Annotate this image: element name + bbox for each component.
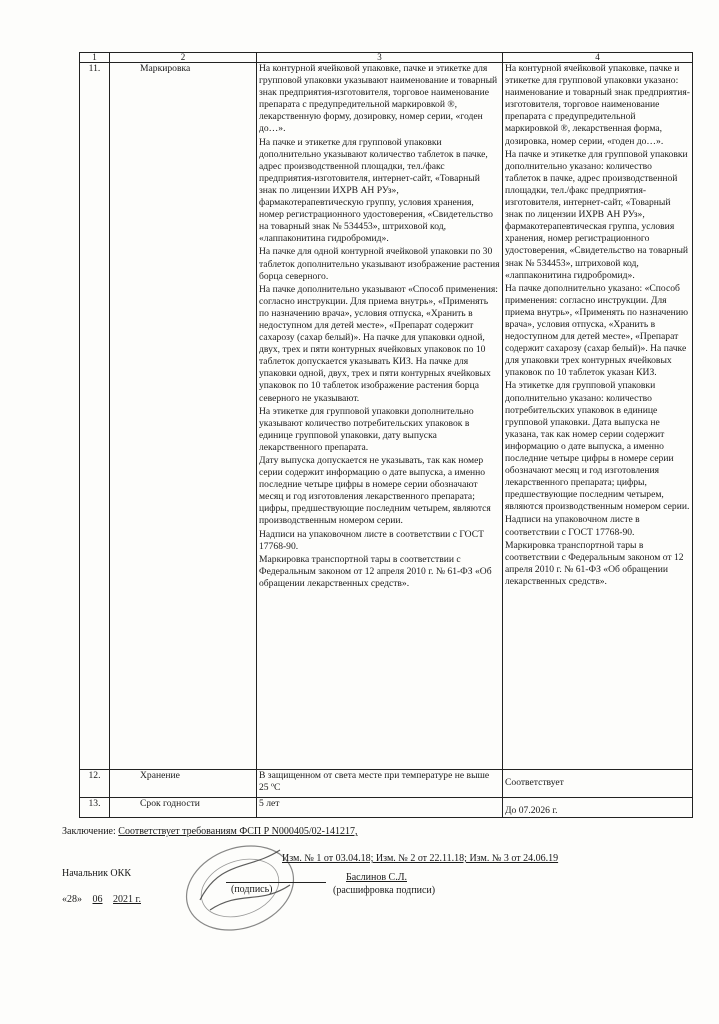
header-col-2: 2 [110, 53, 257, 63]
conclusion-text: Соответствует требованиям ФСП Р N000405/02-141217, [118, 826, 358, 837]
spec-paragraph: Маркировка транспортной тары в соответствии с Федеральным законом от 12 апреля 2010 г. № 61-ФЗ «Об обращении лекарственных средств». [259, 553, 492, 589]
spec-paragraph: На пачке дополнительно указывают «Способ применения: согласно инструкции. Для приема внутрь», «Применять по назначению врача», условия отпуска, «Хранить в недоступном для детей месте», «Препарат содержит сахарозу (сахар белый)». На пачке для упаковки одной, двух, трех и пяти контурных ячейковых упаковок по 10 таблеток допускается указывать КИЗ. На пачке для упаковки одной, двух, трех и пяти контурных ячейковых упаковок по 10 таблеток изображение растения борца северного не указывают. [259, 283, 498, 404]
result-cell: Соответствует [503, 770, 693, 798]
result-paragraph: На контурной ячейковой упаковке, пачке и этикетке для групповой упаковки указано: наименование и товарный знак предприятия-изготовителя, торговое наименование препарата с предупредительной маркировкой ®, лекарственная форма, дозировка, номер серии, «годен до…». [505, 63, 690, 147]
header-col-3: 3 [257, 53, 503, 63]
result-cell: До 07.2026 г. [503, 798, 693, 818]
row-name: Срок годности [110, 798, 257, 818]
spec-paragraph: На пачке для одной контурной ячейковой упаковки по 30 таблеток дополнительно указывают изображение растения борца северного. [259, 246, 500, 282]
result-paragraph: На этикетке для групповой упаковки дополнительно указано: количество потребительских упаковок в единице групповой упаковки. Дата выпуска не указана, так как номер серии содержит информацию о дате выпуска, а именно последние четыре цифры в номере серии обозначают месяц и год изготовления лекарственного препарата; цифры, предшествующие последним четырем, являются производственным номером серии. [505, 380, 690, 513]
amendments: Изм. № 1 от 03.04.18; Изм. № 2 от 22.11.18; Изм. № 3 от 24.06.19 [282, 853, 559, 864]
document-date [62, 894, 141, 905]
spec-paragraph: На этикетке для групповой упаковки дополнительно указывают количество потребительских упаковок в единице групповой упаковки, дату выпуска лекарственного препарата. [259, 405, 474, 453]
header-col-1: 1 [80, 53, 110, 63]
signer-name: Баслинов С.Л. [346, 872, 407, 883]
signature-label: (подпись) [231, 884, 273, 895]
date-year: 2021 г. [113, 894, 141, 905]
spec-paragraph: Надписи на упаковочном листе в соответствии с ГОСТ 17768-90. [259, 528, 484, 552]
date-day: «28» [62, 894, 82, 905]
table-header-row [80, 53, 693, 63]
header-col-4: 4 [503, 53, 693, 63]
table-row-shelf-life [80, 798, 693, 818]
result-paragraph: Маркировка транспортной тары в соответствии с Федеральным законом от 12 апреля 2010 г. № 61-ФЗ «Об обращении лекарственных средств». [505, 539, 684, 587]
result-cell [503, 63, 693, 770]
marking-table [79, 52, 693, 818]
result-paragraph: На пачке дополнительно указано: «Способ применения: согласно инструкции. Для приема внутрь», «Применять по назначению врача», условия отпуска, «Хранить в недоступном для детей месте», «Препарат содержит сахарозу (сахар белый)». На пачке для упаковки трех контурных ячейковых упаковок по 10 таблеток указан КИЗ. [505, 282, 689, 379]
row-name: Хранение [110, 770, 257, 798]
row-number: 11. [80, 63, 110, 770]
spec-paragraph: На контурной ячейковой упаковке, пачке и этикетке для групповой упаковки указывают наименование и товарный знак предприятия-изготовителя, торговое наименование препарата с предупредительной маркировкой ®, лекарственную форму, дозировку, номер серии, «годен до…». [259, 63, 498, 135]
date-month: 06 [92, 894, 103, 905]
spec-paragraph: Дату выпуска допускается не указывать, так как номер серии содержит информацию о дате выпуска, а именно последние четыре цифры в номере серии обозначают месяц и год изготовления лекарственного препарата; цифры, предшествующие последним четырем, являются производственным номером серии. [259, 455, 491, 527]
conclusion-label: Заключение: [62, 826, 116, 837]
signature-line [226, 882, 326, 883]
spec-paragraph: На пачке и этикетке для групповой упаковки дополнительно указывают количество таблеток в пачке, адрес производственной площадки, тел./факс предприятия-изготовителя, интернет-сайт, «Товарный знак по лицензии ИХРВ АН РУз», фармакотерапевтическую группу, условия хранения, номер регистрационного удостоверения, «Свидетельство на товарный знак № 534453», штриховой код, «лаппаконитина гидробромид». [259, 136, 493, 245]
row-number: 13. [80, 798, 110, 818]
result-paragraph: Надписи на упаковочном листе в соответствии с ГОСТ 17768-90. [505, 514, 640, 538]
signer-label: (расшифровка подписи) [333, 885, 436, 896]
table-row-marking [80, 63, 693, 770]
result-paragraph: На пачке и этикетке для групповой упаковки дополнительно указано: количество таблеток в пачке, адрес производственной площадки, тел./факс предприятия-изготовителя, интернет-сайт, «Товарный знак по лицензии ИХРВ АН РУз», фармакотерапевтическая группа, условия хранения, номер регистрационного удостоверения, «Свидетельство на товарный знак № 534453», штриховой код, «лаппаконитина гидробромид». [505, 148, 689, 281]
position-title: Начальник ОКК [62, 868, 131, 879]
row-number: 12. [80, 770, 110, 798]
spec-cell: В защищенном от света месте при температуре не выше 25 ºС [257, 770, 503, 798]
row-name: Маркировка [110, 63, 257, 770]
spec-cell [257, 63, 503, 770]
table-row-storage [80, 770, 693, 798]
spec-cell: 5 лет [257, 798, 503, 818]
